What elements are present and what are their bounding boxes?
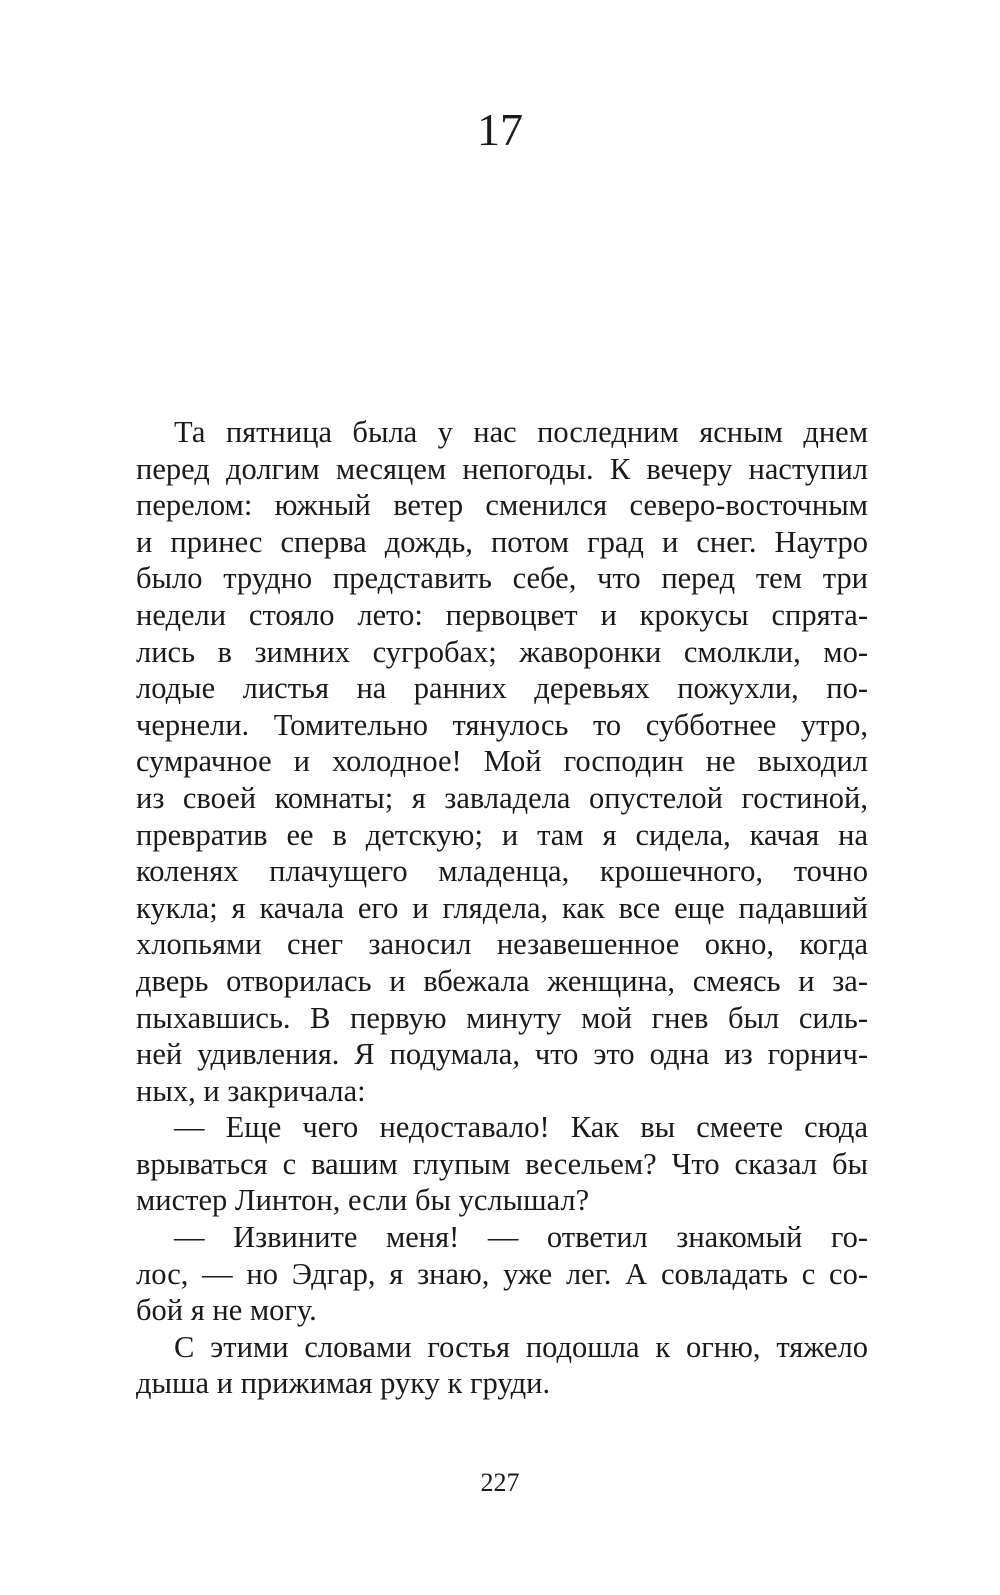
text-line: было трудно представить себе, что перед тем три bbox=[136, 561, 868, 596]
text-line: Та пятница была у нас последним ясным днем bbox=[174, 415, 868, 449]
text-line: чернели. Томительно тянулось то субботнее утро, bbox=[136, 707, 868, 742]
text-line: лись в зимних сугробах; жаворонки смолкли, мо- bbox=[136, 634, 868, 669]
text-line: бой я не могу. bbox=[136, 1293, 317, 1328]
body-text bbox=[136, 414, 868, 1402]
text-line: — Еще чего недоставало! Как вы смеете сюда bbox=[174, 1110, 868, 1145]
text-line: коленях плачущего младенца, крошечного, точно bbox=[136, 854, 868, 889]
text-line: и принес сперва дождь, потом град и снег. Наутро bbox=[136, 524, 868, 559]
text-line: перед долгим месяцем непогоды. К вечеру наступил bbox=[136, 451, 868, 486]
text-line: лодые листья на ранних деревьях пожухли, по- bbox=[136, 671, 868, 706]
paragraph bbox=[136, 1329, 868, 1402]
text-line: пыхавшись. В первую минуту мой гнев был силь- bbox=[136, 1000, 868, 1035]
text-line: сумрачное и холодное! Мой господин не выходил bbox=[136, 744, 868, 779]
paragraph bbox=[136, 1109, 868, 1219]
text-line: недели стояло лето: первоцвет и крокусы спрята- bbox=[136, 597, 868, 632]
text-line: С этими словами гостья подошла к огню, тяжело bbox=[174, 1329, 868, 1364]
text-line: дверь отворилась и вбежала женщина, смеясь и за- bbox=[136, 963, 868, 998]
chapter-number: 17 bbox=[477, 104, 523, 155]
text-line: ных, и закричала: bbox=[136, 1073, 366, 1108]
paragraph bbox=[136, 414, 868, 1109]
text-line: из своей комнаты; я завладела опустелой гостиной, bbox=[136, 780, 868, 815]
text-line: превратив ее в детскую; и там я сидела, качая на bbox=[136, 817, 868, 852]
text-line: врываться с вашим глупым весельем? Что сказал бы bbox=[136, 1146, 868, 1181]
paragraph bbox=[136, 1219, 868, 1329]
page-number: 227 bbox=[480, 1468, 520, 1497]
text-line: хлопьями снег заносил незавешенное окно, когда bbox=[136, 927, 868, 962]
text-line: мистер Линтон, если бы услышал? bbox=[136, 1183, 590, 1218]
text-line: перелом: южный ветер сменился северо-восточным bbox=[136, 488, 868, 523]
text-line: лос, — но Эдгар, я знаю, уже лег. А совладать с со- bbox=[136, 1256, 868, 1291]
text-line: дыша и прижимая руку к груди. bbox=[136, 1366, 551, 1401]
text-line: ней удивления. Я подумала, что это одна из горнич- bbox=[136, 1037, 868, 1072]
text-line: — Извините меня! — ответил знакомый го- bbox=[174, 1220, 868, 1255]
text-line: кукла; я качала его и глядела, как все еще падавший bbox=[136, 890, 868, 925]
